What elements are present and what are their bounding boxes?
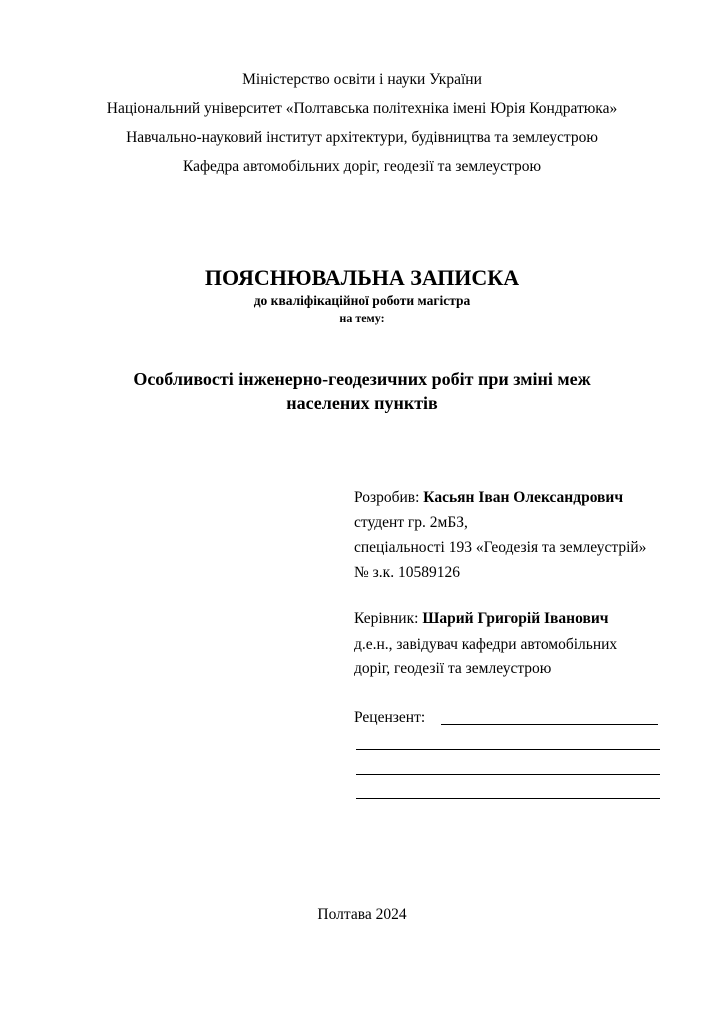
reviewer-row <box>354 706 425 730</box>
reviewer-name-line <box>441 724 658 725</box>
document-title: ПОЯСНЮВАЛЬНА ЗАПИСКА <box>204 265 520 290</box>
author-row <box>354 486 623 510</box>
city-year: Полтава 2024 <box>317 906 407 923</box>
author-record-book: № з.к. 10589126 <box>354 564 460 581</box>
department-line: Кафедра автомобільних доріг, геодезії та землеустрою <box>182 158 542 175</box>
reviewer-blank-line-1 <box>356 749 660 750</box>
topic-line-1: Особливості інженерно-геодезичних робіт при зміні меж <box>133 369 591 389</box>
institute-line: Навчально-науковий інститут архітектури, будівництва та землеустрою <box>126 129 598 146</box>
supervisor-row <box>354 607 609 631</box>
supervisor-position-2: доріг, геодезії та землеустрою <box>354 660 552 677</box>
author-label: Розробив: <box>354 489 420 506</box>
author-name: Касьян Іван Олександрович <box>423 489 624 506</box>
reviewer-blank-line-3 <box>356 798 660 799</box>
university-line: Національний університет «Полтавська політехніка імені Юрія Кондратюка» <box>106 100 618 117</box>
document-subtitle-topic: на тему: <box>339 311 385 325</box>
author-specialty: спеціальності 193 «Геодезія та землеустрій» <box>354 539 647 556</box>
reviewer-blank-line-2 <box>356 774 660 775</box>
ministry-line: Міністерство освіти і науки України <box>242 71 482 88</box>
topic-line-2: населених пунктів <box>286 393 438 413</box>
supervisor-label: Керівник: <box>354 610 419 627</box>
document-subtitle: до кваліфікаційної роботи магістра <box>253 293 471 308</box>
supervisor-name: Шарий Григорій Іванович <box>422 610 609 627</box>
reviewer-label: Рецензент: <box>354 709 426 726</box>
author-group: студент гр. 2мБЗ, <box>354 514 468 531</box>
supervisor-position-1: д.е.н., завідувач кафедри автомобільних <box>354 636 618 653</box>
